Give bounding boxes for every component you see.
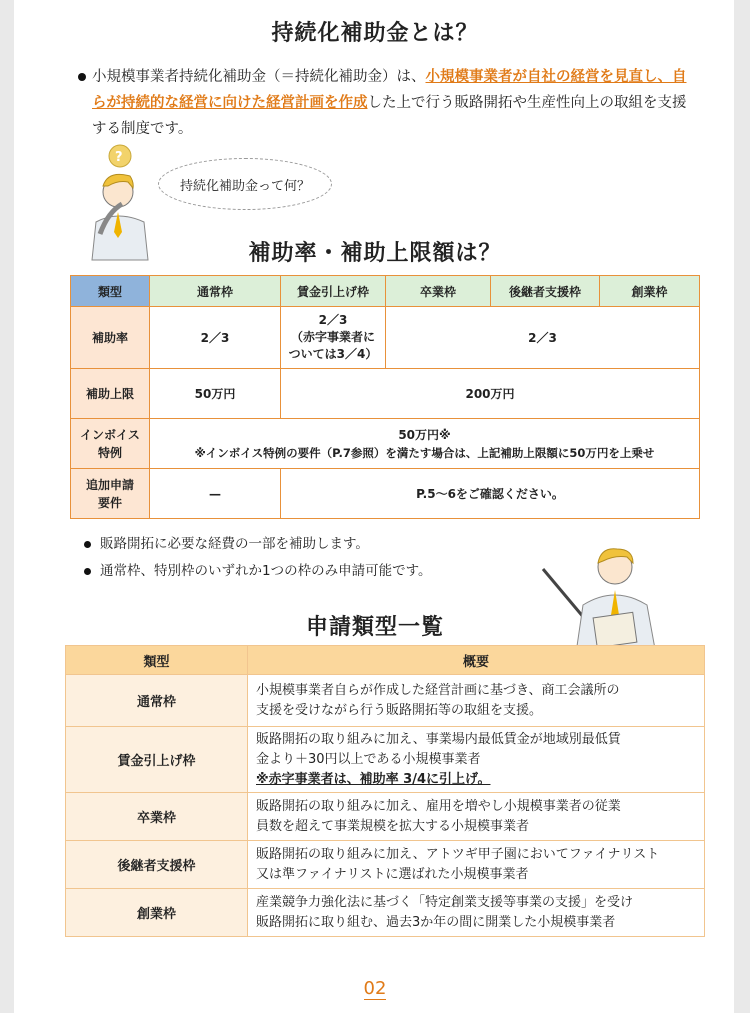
desc-line: 金より＋30円以上である小規模事業者 xyxy=(256,751,481,767)
type-desc xyxy=(248,675,705,727)
svg-text:?: ? xyxy=(115,150,123,165)
invoice-value xyxy=(150,419,700,469)
bullet-list xyxy=(82,531,432,585)
types-table xyxy=(65,645,705,937)
rate-table xyxy=(70,275,700,519)
teacher-person-icon xyxy=(535,545,685,660)
rate-wage-note-2: ついては3／4） xyxy=(288,347,378,361)
extra-label-1: 追加申請 xyxy=(85,477,134,492)
type-name: 賃金引上げ枠 xyxy=(66,727,248,793)
desc-line: 販路開拓の取り組みに加え、事業場内最低賃金が地域別最低賃 xyxy=(256,731,621,747)
type-desc xyxy=(248,793,705,841)
bullet-item: 販路開拓に必要な経費の一部を補助します。 xyxy=(82,531,432,558)
page-number-text: 02 xyxy=(363,978,387,999)
desc-line: 販路開拓に取り組む、過去3か年の間に開業した小規模事業者 xyxy=(256,914,616,930)
limit-normal: 50万円 xyxy=(150,369,281,419)
header-successor: 後継者支援枠 xyxy=(491,276,600,307)
type-name: 通常枠 xyxy=(66,675,248,727)
type-desc xyxy=(248,727,705,793)
limit-others: 200万円 xyxy=(281,369,700,419)
header-summary: 概要 xyxy=(248,646,705,675)
rate-others: 2／3 xyxy=(386,307,700,369)
row-label-rate: 補助率 xyxy=(71,307,150,369)
row-label-invoice xyxy=(71,419,150,469)
header-wage: 賃金引上げ枠 xyxy=(281,276,386,307)
header-type: 類型 xyxy=(71,276,150,307)
desc-line: 販路開拓の取り組みに加え、雇用を増やし小規模事業者の従業 xyxy=(256,798,621,814)
section-title-types: 申請類型一覧 xyxy=(305,615,444,640)
type-name: 創業枠 xyxy=(66,889,248,937)
desc-line: 小規模事業者自らが作成した経営計画に基づき、商工会議所の xyxy=(256,682,620,698)
row-label-extra xyxy=(71,469,150,519)
intro-text-1: 小規模事業者持続化補助金（＝持続化補助金）は、 xyxy=(92,69,426,85)
desc-line: 又は準ファイナリストに選ばれた小規模事業者 xyxy=(256,866,529,882)
invoice-note: ※インボイス特例の要件（P.7参照）を満たす場合は、上記補助上限額に50万円を上乗せ xyxy=(194,445,655,460)
page-number xyxy=(0,978,750,999)
type-name: 後継者支援枠 xyxy=(66,841,248,889)
desc-line: 員数を超えて事業規模を拡大する小規模事業者 xyxy=(256,818,530,834)
invoice-amount: 50万円※ xyxy=(398,427,451,442)
extra-label-2: 要件 xyxy=(97,495,122,510)
extra-others: P.5～6をご確認ください。 xyxy=(281,469,700,519)
intro-text-2: した上で行う販路開拓や生産性向上の取組を支援する制度です。 xyxy=(92,95,687,137)
page-title: 持続化補助金とは？ xyxy=(271,21,479,46)
desc-note: ※赤字事業者は、補助率 3/4に引上げ。 xyxy=(256,771,491,787)
desc-line: 支援を受けながら行う販路開拓等の取組を支援。 xyxy=(256,702,543,718)
desc-line: 販路開拓の取り組みに加え、アトツギ甲子園においてファイナリスト xyxy=(256,846,660,862)
type-desc xyxy=(248,889,705,937)
invoice-label-1: インボイス xyxy=(80,427,140,442)
section-title-rate: 補助率・補助上限額は？ xyxy=(248,241,502,266)
bullet-item: 通常枠、特別枠のいずれか1つの枠のみ申請可能です。 xyxy=(82,558,432,585)
intro-highlight: 小規模事業者が自社の経営を見直し、自らが持続的な経営に向けた経営計画を作成 xyxy=(92,69,687,111)
type-name: 卒業枠 xyxy=(66,793,248,841)
header-normal: 通常枠 xyxy=(150,276,281,307)
header-startup: 創業枠 xyxy=(600,276,700,307)
rate-wage-value: 2／3 xyxy=(318,313,348,327)
extra-normal: — xyxy=(150,469,281,519)
invoice-label-2: 特例 xyxy=(97,445,122,460)
desc-line: 産業競争力強化法に基づく「特定創業支援等事業の支援」を受け xyxy=(256,894,634,910)
intro-paragraph xyxy=(92,64,692,142)
type-desc xyxy=(248,841,705,889)
header-type: 類型 xyxy=(66,646,248,675)
header-graduate: 卒業枠 xyxy=(386,276,491,307)
bullet-dot xyxy=(78,73,86,81)
rate-wage-note-1: （赤字事業者に xyxy=(290,330,375,344)
rate-wage xyxy=(281,307,386,369)
speech-bubble: 持続化補助金って何？ xyxy=(158,158,332,210)
row-label-limit: 補助上限 xyxy=(71,369,150,419)
rate-normal: 2／3 xyxy=(150,307,281,369)
